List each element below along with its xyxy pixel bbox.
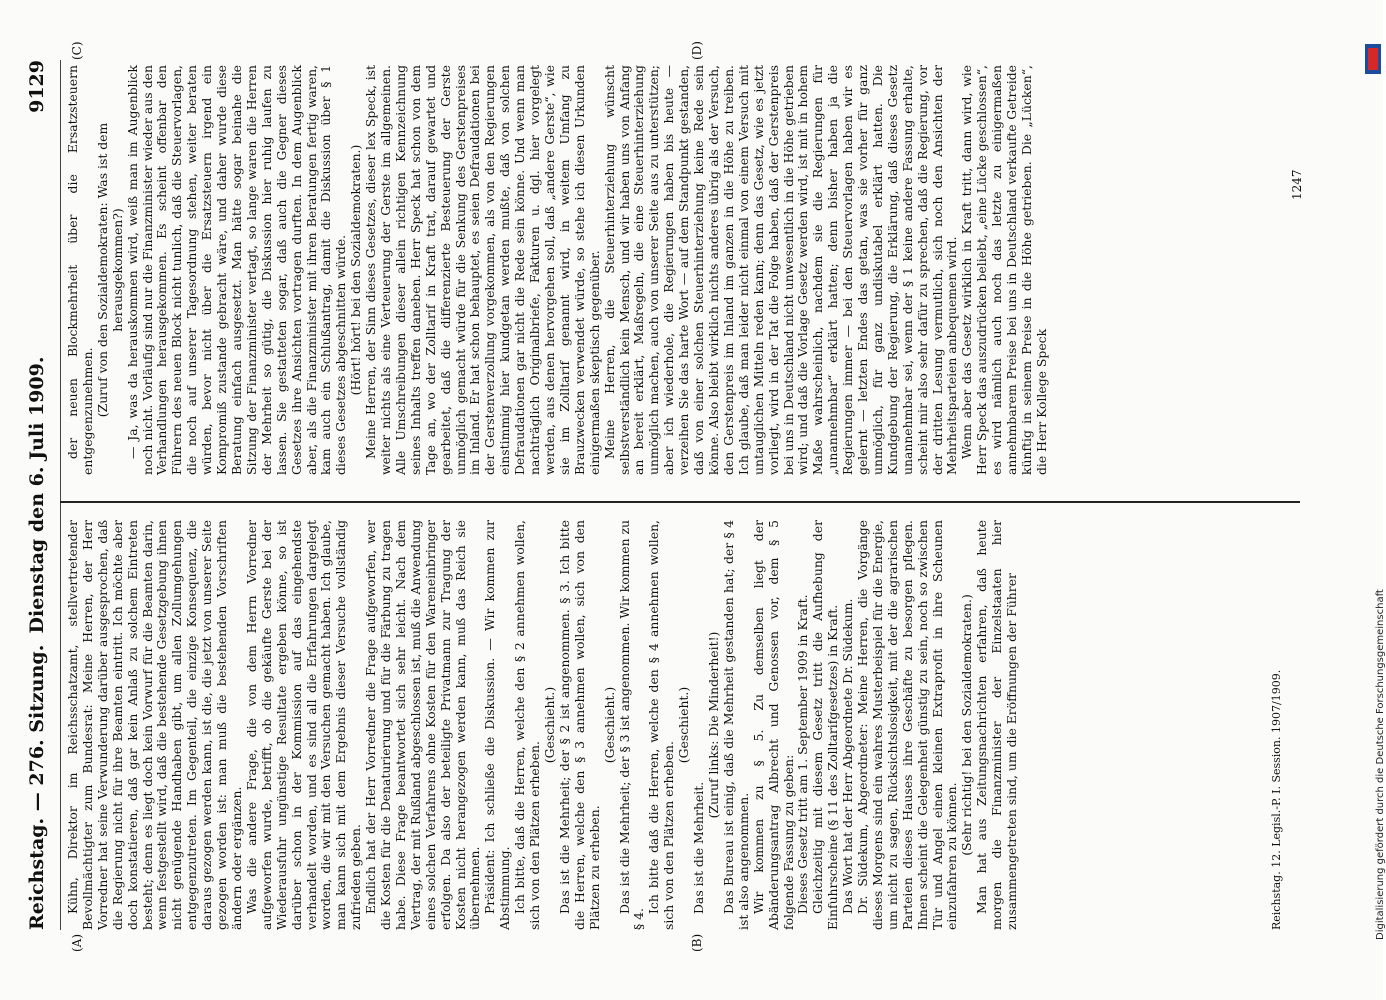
paragraph: Das ist die Mehrheit; der § 2 ist angenommen. § 3. Ich bitte die Herren, welche den § 3 annehmen wollen, sich von den Plätzen zu erheben. [556,520,602,930]
paragraph: Gleichzeitig mit diesem Gesetz tritt die Aufhebung der Einfuhrscheine (§ 11 des Zolltarifgesetzes) in Kraft. [810,520,841,930]
paragraph: Wenn aber das Gesetz wirklich in Kraft tritt, dann wird, wie Herr Speck das auszudrücken beliebt, „eine Lücke geschlossen“, es wird nämlich auch noch das letzte zu einigermaßen annehmbarem Preise bei uns in Deutschland verkaufte Getreide künftig in seinem Preise in die Höhe getrieben. Die „Lücken“, die Herr Kollege Speck [959,65,1049,475]
paragraph: Ich bitte, daß die Herren, welche den § 2 annehmen wollen, sich von den Plätzen erheben. [512,520,543,930]
margin-mark-d: (D) [690,41,704,60]
interjection: (Geschieht.) [542,686,557,764]
paragraph: der neuen Blockmehrheit über die Ersatzsteuern entgegenzunehmen. [65,65,95,475]
interjection: (Sehr richtig! bei den Sozialdemokraten.) [959,594,975,856]
interjection: (Geschieht.) [601,686,617,764]
interjection: (Zuruf links: Die Minderheit!) [705,631,721,819]
paragraph: Das Wort hat der Herr Abgeordnete Dr. Südekum. [840,598,856,914]
paragraph: Wir kommen zu § 5. Zu demselben liegt der Abänderungsantrag Albrecht und Genossen vor, dem § 5 folgende Fassung zu geben: [750,520,796,930]
paragraph: Meine Herren, der Sinn dieses Gesetzes, dieser lex Speck, ist weiter nichts als eine Verteuerung der Gerste im allgemeinen. Alle Umschreibungen dieser allein richtigen Kennzeichnung seines Inhalts treffen daneben. Herr Speck hat schon von dem Tage an, wo der Zolltarif in Kraft trat, darauf gewartet und gearbeitet, daß die differenzierte Besteuerung der Gerste unmöglich gemacht würde für die Senkung des Gerstenpreises im Inland. Er hat schon behauptet, es seien Defraudationen bei der Gerstenverzollung vorgekommen, als von den Regierungen einstimmig hier kundgetan werden mußte, daß von solchen Defraudationen gar nicht die Rede sein könne. Und wenn man nachträglich Originalbriefe, Fakturen u. dgl. hier vorgelegt werden, aus denen hervorgehen soll, daß „andere Gerste“, wie sie im Zolltarif genannt wird, in weitem Umfang zu Brauzwecken verwendet würde, so stehe ich diesen Urkunden einigermaßen skeptisch gegenüber. [363,65,602,475]
paragraph: Das Bureau ist einig, daß die Mehrheit gestanden hat; der § 4 ist also angenommen. [720,520,751,930]
paragraph: Kühn, Direktor im Reichsschatzamt, stellvertretender Bevollmächtigter zum Bundesrat: Meine Herren, der Herr Vorredner hat seine Verwunderung darüber ausgesprochen, daß die Regierung nicht für ihre Beamten eintritt. Ich möchte aber doch konstatieren, daß gar kein Anlaß zu solchem Eintreten besteht; denn es liegt doch kein Vorwurf für die Beamten darin, wenn festgestellt wird, daß die bestehende Gesetzgebung ihnen nicht genügende Handhaben gibt, um allen Zollumgehungen entgegenzutreten. Im Gegenteil, die einzige Konsequenz, die daraus gezogen werden kann, ist die, die jetzt von unserer Seite gezogen worden ist: man muß die bestehenden Vorschriften ändern oder ergänzen. [65,520,244,930]
paragraph: Ich bitte daß die Herren, welche den § 4 annehmen wollen, sich von den Plätzen erheben. [646,520,677,930]
page-footer: Reichstag. 12. Legisl.-P. I. Session. 1907/1909. [1270,669,1283,930]
paragraph: Das ist die Mehrheit. [691,781,707,914]
signature-number: 1247 [1290,169,1304,200]
paragraph: Dr. Südekum, Abgeordneter: Meine Herren, die Vorgänge dieses Morgens sind ein wahres Musterbeispiel für die Energie, um nicht zu sagen, Rücksichtslosigkeit, mit der die agrarischen Parteien dieses Hauses ihre Geschäfte zu besorgen pflegen. Ihnen scheint die Gelegenheit günstig zu sein, noch so zwischen Tür und Angel einen kleinen Extraprofit in ihre Scheunen einzufahren zu können. [855,520,960,930]
interjection: (Hört! hört! bei den Sozialdemokraten.) [348,144,364,396]
paragraph: Meine Herren, die Steuerhinterziehung wünscht selbstverständlich kein Mensch, und wir haben uns von Anfang an bereit erklärt, Maßregeln, die eine Steuerhinterziehung unmöglich machen, auch von unserer Seite aus zu unterstützen; aber ich wiederhole, die Regierungen haben bis heute — verzeihen Sie das harte Wort — auf dem Standpunkt gestanden, daß von einer solchen Steuerhinterziehung keine Rede sein könne. Also bleibt wirklich nichts anderes übrig als der Versuch, den Gerstenpreis im Inland im ganzen in die Höhe zu treiben. Ich glaube, daß man leider nicht einmal von einem Versuch mit untauglichen Mitteln reden kann; denn das Gesetz, wie es jetzt vorliegt, wird in der Tat die Folge haben, daß der Gerstenpreis bei uns in Deutschland nicht unwesentlich in die Höhe getrieben wird; und daß die Vorlage Gesetz werden wird, ist mit in hohem Maße wahrscheinlich, nachdem sie die Regierungen für „unannehmbar“ erklärt hatten; denn bisher haben ja die Regierungen immer — bei den Steuervorlagen haben wir es gelernt — letzten Endes das getan, was sie vorher für ganz unmöglich, für ganz undiskutabel erklärt hatten. Die Kundgebung der Regierung, die Erklärung, daß dieses Gesetz unannehmbar sei, wenn der § 1 keine andere Fassung erhalte, scheint mir also sehr dafür zu sprechen, daß die Regierung, vor der dritten Lesung vermutlich, sich noch den Ansichten der Mehrheitsparteien anbequemen wird. [601,65,960,475]
header-page-number: 9129 [26,60,48,113]
paragraph: Das ist die Mehrheit; der § 3 ist angenommen. Wir kommen zu § 4. [616,520,647,930]
header-rule [60,60,61,930]
interjection: (Zuruf von den Sozialdemokraten: Was ist dem herausgekommen?) [94,122,125,418]
header-center: Dienstag den 6. Juli 1909. [26,356,48,634]
margin-mark-c: (C) [70,41,84,60]
page-header [22,60,56,930]
paragraph: Man hat aus Zeitungsnachrichten erfahren, daß heute morgen die Finanzminister der Einzelstaaten hier zusammengetreten sind, um die Eröffnungen der Führer [974,520,1020,930]
margin-mark-a: (A) [70,933,84,952]
paragraph: Endlich hat der Herr Vorredner die Frage aufgeworfen, wer die Kosten für die Denaturierung und für die Färbung zu tragen habe. Diese Frage beantwortet sich sehr leicht. Nach dem Vertrag, der mit Rußland abgeschlossen ist, muß die Anwendung eines solchen Verfahrens ohne Kosten für den Wareneinbringer erfolgen. Da also der beteiligte Privatmann zur Tragung der Kosten nicht herangezogen werden kann, muß das Reich sie übernehmen. [363,520,483,930]
credit-text: Digitalisierung gefördert durch die Deutsche Forschungsgemeinschaft [1375,589,1386,940]
right-text-column [66,65,1271,475]
paragraph: Präsident: Ich schließe die Diskussion. — Wir kommen zur Abstimmung. [482,520,513,930]
dfg-credit-strip [1361,40,1386,980]
column-divider [60,501,1300,503]
left-text-column [66,520,1286,930]
paragraph: — Ja, was da herauskommen wird, weiß man im Augenblick noch nicht. Vorläufig sind nur die Finanzminister wieder aus den Verhandlungen herausgekommen. Es scheint offenbar den Führern des neuen Block nicht tunlich, daß die Steuervorlagen, die noch auf unserer Tagesordnung stehen, weiter beraten würden, bevor nicht über die Ersatzsteuern irgend ein Kompromiß zustande gebracht wäre, und daher wurde diese Beratung einfach ausgesetzt. Man hätte sogar beinahe die Sitzung der Finanzminister vertagt, so lange waren die Herren der Mehrheit so gütig, die Diskussion hier ruhig laufen zu lassen. Sie gestatteten sogar, daß auch die Gegner dieses Gesetzes ihre Ansichten vortragen durften. In dem Augenblick aber, als die Finanzminister mit ihren Beratungen fertig waren, kam auch ein Schlußantrag, damit die Diskussion über § 1 dieses Gesetzes abgeschnitten würde. [124,65,349,475]
header-left: Reichstag. — 276. Sitzung. [26,644,48,930]
paragraph: Was die andere Frage, die von dem Herrn Vorredner aufgeworfen wurde, betrifft, ob die gekäufte Gerste bei der Wiederausfuhr ungünstige Resultate ergeben könne, so ist darüber schon in der Kommission auf das eingehendste verhandelt worden, und es sind all die Erfahrungen dargelegt worden, die wir mit den Versuchen gemacht haben. Ich glaube, man kann sich mit dem Ergebnis dieser Versuche vollständig zufrieden geben. [243,520,364,930]
paragraph: Dieses Gesetz tritt am 1. September 1909 in Kraft. [795,594,811,914]
interjection: (Geschieht.) [676,686,692,764]
margin-mark-b: (B) [690,933,704,952]
